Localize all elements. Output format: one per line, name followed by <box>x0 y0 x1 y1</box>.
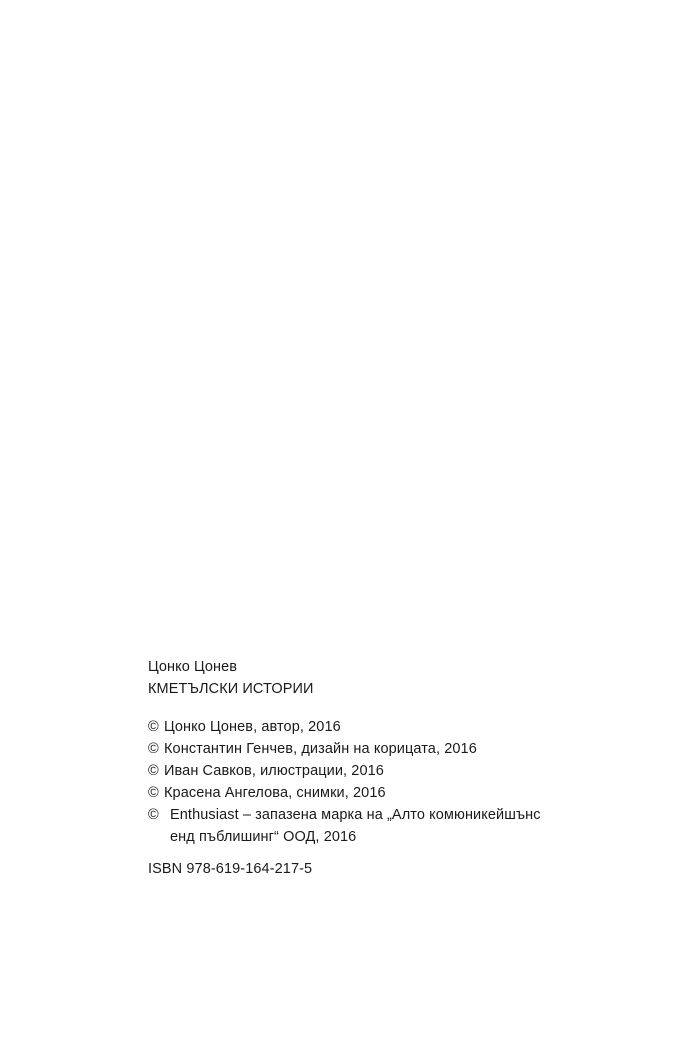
copyright-symbol: © <box>148 785 159 801</box>
trademark-line <box>148 804 668 826</box>
isbn: ISBN 978-619-164-217-5 <box>148 861 313 877</box>
copyright-symbol: © <box>148 741 159 757</box>
author-name: Цонко Цонев <box>148 659 238 675</box>
trademark-text-line1: Enthusiast – запазена марка на „Алто комюникейшънс <box>170 807 541 823</box>
copyright-text: Иван Савков, илюстрации, 2016 <box>164 763 384 779</box>
copyright-symbol: © <box>148 719 159 735</box>
copyright-line-cover-design <box>148 738 668 760</box>
copyright-text: Цонко Цонев, автор, 2016 <box>164 719 341 735</box>
copyright-line-author <box>148 716 668 738</box>
copyright-symbol: © <box>148 807 159 823</box>
copyright-block <box>148 716 668 848</box>
colophon <box>148 656 668 880</box>
book-title: КМЕТЪЛСКИ ИСТОРИИ <box>148 681 314 697</box>
copyright-line-photos <box>148 782 668 804</box>
copyright-line-illustrations <box>148 760 668 782</box>
trademark-text-line2: енд пъблишинг“ ООД, 2016 <box>170 829 357 845</box>
copyright-symbol: © <box>148 763 159 779</box>
copyright-text: Константин Генчев, дизайн на корицата, 2016 <box>164 741 477 757</box>
copyright-text: Красена Ангелова, снимки, 2016 <box>164 785 386 801</box>
